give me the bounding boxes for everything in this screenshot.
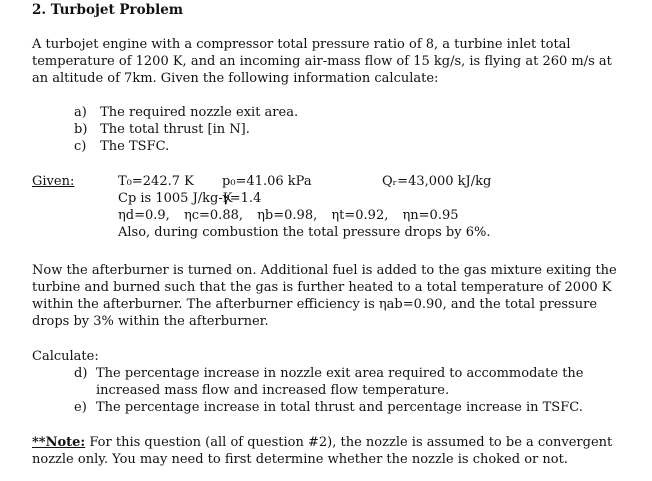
question-list bbox=[74, 104, 298, 155]
question-a bbox=[74, 104, 298, 121]
question-text: The TSFC. bbox=[100, 139, 170, 154]
calculate-label: Calculate: bbox=[32, 349, 99, 364]
question-text: The total thrust [in N]. bbox=[100, 122, 250, 137]
given-p0: p₀=41.06 kPa bbox=[222, 174, 312, 189]
given-efficiencies bbox=[118, 207, 490, 224]
given-cp: Cp is 1005 J/kg-K bbox=[118, 191, 233, 206]
question-text: The percentage increase in nozzle exit area required to accommodate the increased mass flow and increased flow temperature. bbox=[96, 366, 584, 398]
given-label: Given: bbox=[32, 174, 75, 189]
note-text: For this question (all of question #2), the nozzle is assumed to be a convergent nozzle only. You may need to first determine whether the nozzle is choked or not. bbox=[32, 435, 613, 467]
afterburner-paragraph: Now the afterburner is turned on. Additional fuel is added to the gas mixture exiting the turbine and burned such that the gas is further heated to a total temperature of 2000 K within the afterburner. The afterburner efficiency is ηab=0.90, and the total pressure drops by 3% within the afterburner. bbox=[32, 263, 617, 329]
calculate-list bbox=[74, 365, 634, 416]
question-label: e) bbox=[74, 400, 87, 415]
eta-compressor: ηc=0.88, bbox=[183, 208, 243, 223]
question-e bbox=[74, 399, 634, 416]
question-text: The required nozzle exit area. bbox=[100, 105, 299, 120]
note-paragraph bbox=[32, 434, 632, 468]
question-d bbox=[74, 365, 634, 399]
note-label: **Note: bbox=[32, 435, 86, 450]
question-label: b) bbox=[74, 122, 88, 137]
given-combustion-note: Also, during combustion the total pressure drops by 6%. bbox=[118, 225, 491, 240]
given-row-2 bbox=[118, 190, 490, 207]
question-label: d) bbox=[74, 366, 88, 381]
question-label: a) bbox=[74, 105, 87, 120]
eta-nozzle: ηn=0.95 bbox=[402, 208, 459, 223]
eta-burner: ηb=0.98, bbox=[257, 208, 318, 223]
given-gamma: γ=1.4 bbox=[222, 191, 262, 206]
question-c bbox=[74, 138, 298, 155]
problem-title: 2. Turbojet Problem bbox=[32, 2, 184, 18]
given-t0: T₀=242.7 K bbox=[118, 174, 194, 189]
given-row-1 bbox=[118, 173, 490, 190]
eta-turbine: ηt=0.92, bbox=[331, 208, 389, 223]
given-values bbox=[118, 173, 490, 241]
question-label: c) bbox=[74, 139, 87, 154]
question-text: The percentage increase in total thrust and percentage increase in TSFC. bbox=[96, 400, 583, 415]
intro-paragraph: A turbojet engine with a compressor total pressure ratio of 8, a turbine inlet total temperature of 1200 K, and an incoming air-mass flow of 15 kg/s, is flying at 260 m/s at an altitude of 7km. Given the following information calculate: bbox=[32, 37, 612, 86]
question-b bbox=[74, 121, 298, 138]
eta-diffuser: ηd=0.9, bbox=[118, 208, 170, 223]
given-qr: Qᵣ=43,000 kJ/kg bbox=[382, 174, 492, 189]
